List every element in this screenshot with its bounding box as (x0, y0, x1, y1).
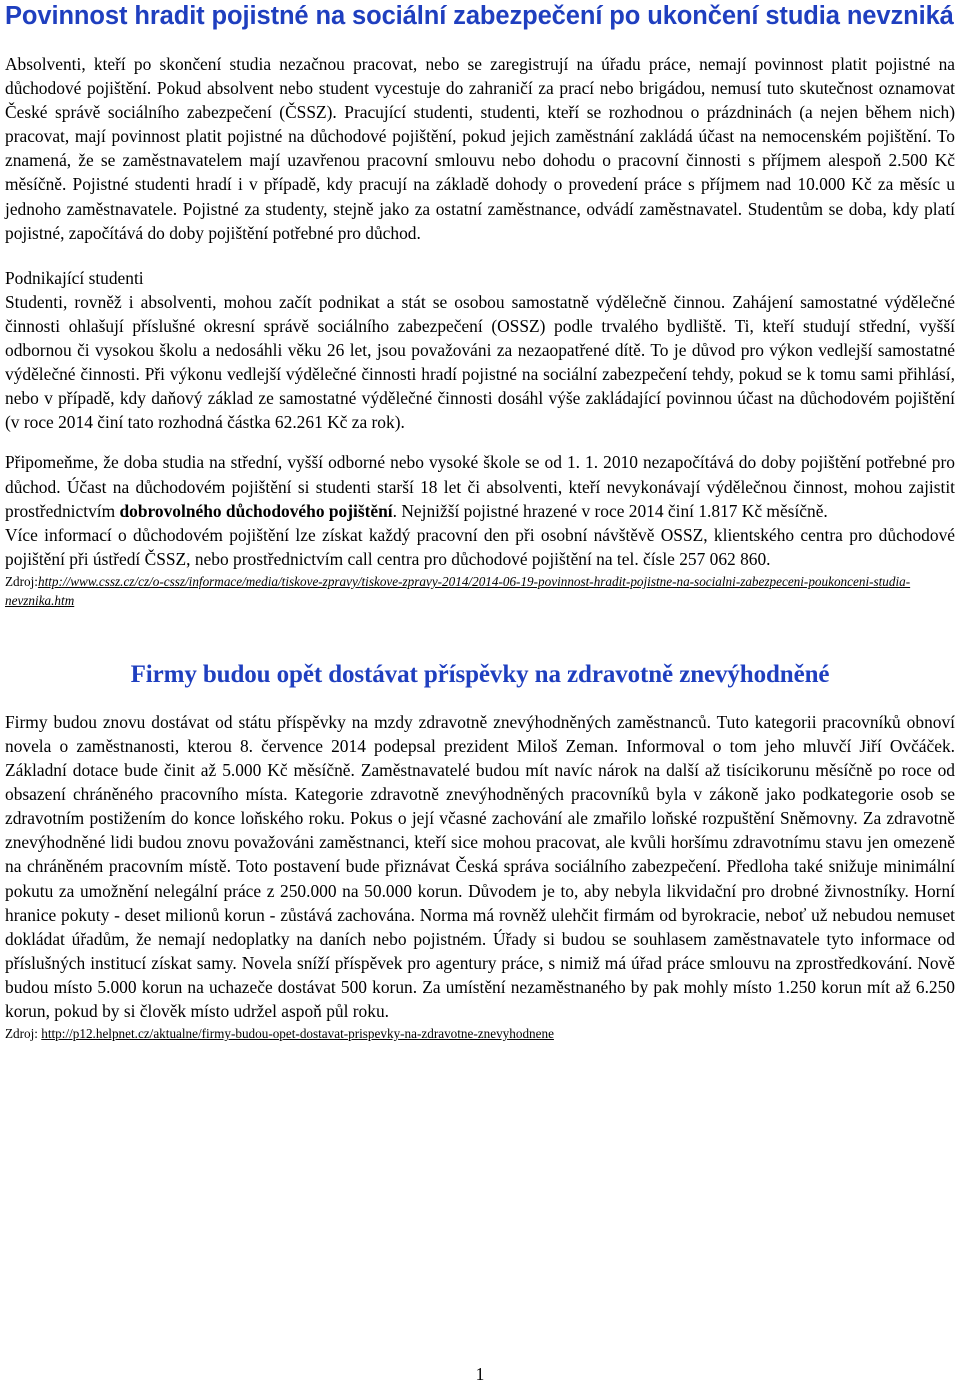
article-1-paragraph-2: Studenti, rovněž i absolventi, mohou začít podnikat a stát se osobou samostatně výdělečně činnou. Zahájení samostatné výdělečné činnosti ohlašují příslušné okresní správě sociálního zabezpečení (OSSZ) podle trvalého bydliště. Ti, kteří studují střední, vyšší odbornou či vysokou školu a nedosáhli věku 26 let, jsou považováni za nezaopatřené dítě. To je důvod pro výkon vedlejší samostatné výdělečné činnosti. Při výkonu vedlejší výdělečné činnosti hradí pojistné na sociální zabezpečení tehdy, pokud se k tomu sami přihlásí, nebo v případě, kdy daňový základ ze samostatné výdělečné činnosti dosáhl výše zakládající povinnou účast na důchodovém pojištění (v roce 2014 činí tato rozhodná částka 62.261 Kč za rok). (5, 291, 955, 433)
article-1-paragraph-4: Více informací o důchodovém pojištění lze získat každý pracovní den při osobní návštěvě OSSZ, klientského centra pro důchodové pojištění při ústředí ČSSZ, nebo prostřednictvím call centra pro důchodové pojištění na tel. čísle 257 062 860. (5, 524, 955, 569)
article-1-paragraph-1: Absolventi, kteří po skončení studia nezačnou pracovat, nebo se zaregistrují na úřadu práce, nemají povinnost platit pojistné na důchodové pojištění. Pokud absolvent nebo student vycestuje do zahraničí za prací nebo brigádou, nemusí tuto skutečnost oznamovat České správě sociálního zabezpečení (ČSSZ). Pracující studenti, studenti, kteří se rozhodnou o prázdninách (a nejen během nich) pracovat, mají povinnost platit pojistné na důchodové pojištění, pokud jejich zaměstnání zakládá účast na nemocenském pojištění. To znamená, že se zaměstnavatelem mají uzavřenou pracovní smlouvu nebo dohodu o pracovní činnosti s příjmem alespoň 2.500 Kč měsíčně. Pojistné studenti hradí i v případě, kdy pracují na základě dohody o provedení práce s příjmem nad 10.000 Kč za měsíc u jednoho zaměstnavatele. Pojistné za studenty, stejně jako za ostatní zaměstnance, odvádí zaměstnavatel. Studentům se doba, kdy platí pojistné, započítává do doby pojištění potřebné pro důchod. (5, 54, 955, 243)
article-1-paragraph-3-text-end: . Nejnižší pojistné hrazené v roce 2014 činí 1.817 Kč měsíčně. (392, 500, 828, 521)
article-2-title: Firmy budou opět dostávat příspěvky na zdravotně znevýhodněné (130, 660, 830, 688)
article-1-source-link[interactable]: http://www.cssz.cz/cz/o-cssz/informace/media/tiskove-zpravy/tiskove-zpravy-2014/2014-06-19-povinnost-hradit-pojistne-na-socialni-zabezpeceni-poukonceni-studia-nevznika.htm (5, 573, 911, 608)
page-number: 1 (475, 1364, 485, 1384)
article-1-paragraph-3-text-start: Připomeňme, že doba studia na střední, vyšší odborné nebo vysoké škole se od 1. 1. 2010 nezapočítává do doby pojištění potřebné pro důchod. Účast na důchodovém pojištění si studenti starší 18 let či absolventi, kteří nevykonávají výdělečnou činnost, mohou zajistit prostřednictvím (5, 452, 955, 521)
voluntary-pension-insurance-emphasis: dobrovolného důchodového pojištění (119, 500, 393, 521)
article-1-subheading: Podnikající studenti (5, 267, 144, 288)
article-2-paragraph-1: Firmy budou znovu dostávat od státu příspěvky na mzdy zdravotně znevýhodněných zaměstnanců. Tuto kategorii pracovníků obnoví novela o zaměstnanosti, kterou 8. července 2014 podepsal prezident Miloš Zeman. Informoval o tom jeho mluvčí Jiří Ovčáček. Základní dotace bude činit až 5.000 Kč měsíčně. Zaměstnavatelé budou mít navíc nárok na další až tisícikorunu měsíčně po roce od obsazení chráněného pracovního místa. Kategorie zdravotně znevýhodněných pracovníků byla v zákoně jako podkategorie osob se zdravotním postižením do konce loňského roku. Pokus o její včasné zachování ale zmařilo loňské rozpuštění Sněmovny. Za zdravotně znevýhodněné lidi budou znovu považováni zaměstnanci, kteří sice mohou pracovat, ale kvůli horšímu zdravotnímu stavu jen omezeně na chráněném pracovním místě. Toto postavení bude přiznávat Česká správa sociálního zabezpečení. Předloha také snižuje minimální pokutu za umožnění nelegální práce z 250.000 na 50.000 korun. Důvodem je to, aby nebyla likvidační pro drobné živnostníky. Horní hranice pokuty - deset milionů korun - zůstává zachována. Norma má rovněž ulehčit firmám od byrokracie, neboť už nebudou nemuset dokládat úřadům, že nemají nedoplatky na daních nebo pojistném. Úřady si budou se souhlasem zaměstnavatele tyto informace od příslušných institucí získat samy. Novela sníží příspěvek pro agentury práce, s nimiž má úřad práce smlouvu na zprostředkování. Nově budou místo 5.000 korun na uchazeče dostávat 500 korun. Za umístění nezaměstnaného by pak mohly místo 1.250 korun mít až 6.250 korun, pokud by si člověk místo udržel aspoň půl roku. (5, 711, 955, 1021)
article-1-source-label: Zdroj: (5, 573, 38, 589)
article-1-source (5, 572, 955, 610)
article-1-paragraph-3 (5, 450, 955, 522)
article-1-title: Povinnost hradit pojistné na sociální zabezpečení po ukončení studia nevzniká (5, 2, 954, 30)
article-2-source-label: Zdroj: (5, 1026, 42, 1042)
document-content (5, 0, 955, 1043)
article-2-source (5, 1024, 955, 1043)
article-2-source-link[interactable]: http://p12.helpnet.cz/aktualne/firmy-budou-opet-dostavat-prispevky-na-zdravotne-znevyhodnene (41, 1026, 554, 1042)
